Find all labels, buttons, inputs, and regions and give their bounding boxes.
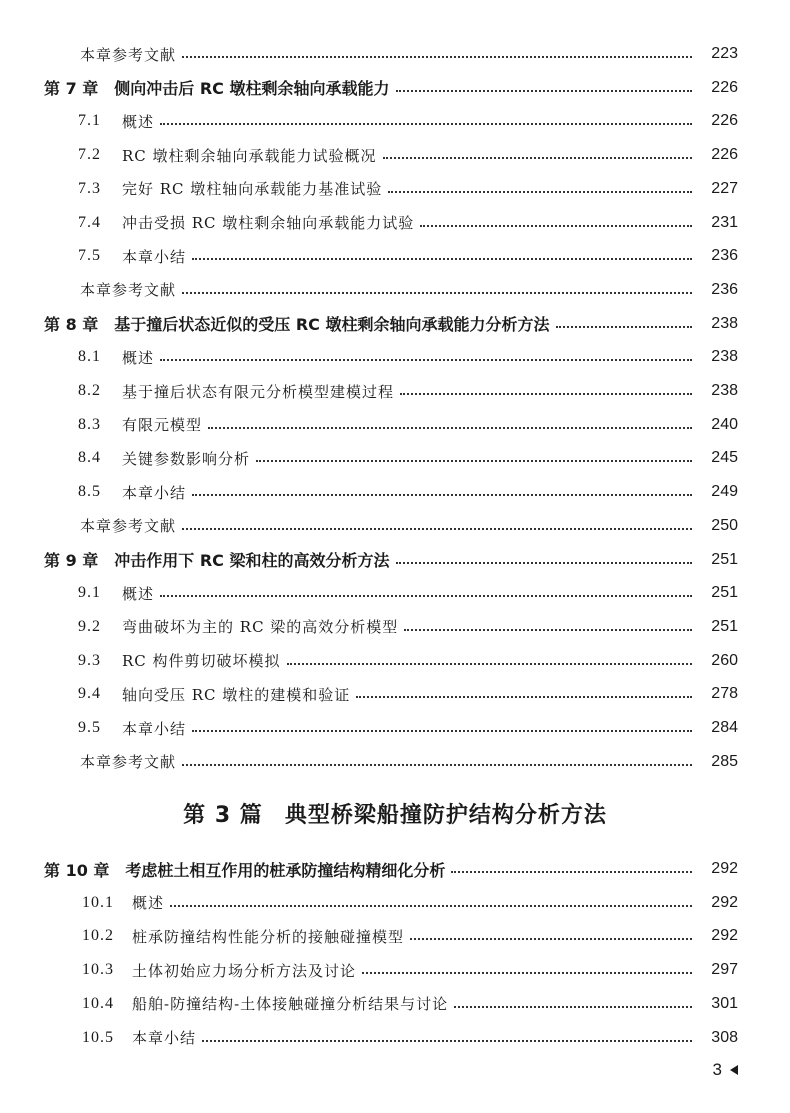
toc-entry-text (0, 1027, 196, 1048)
toc-entry-section[interactable] (0, 1025, 790, 1051)
toc-entry-number: 10.2 (82, 927, 114, 945)
toc-entry-section[interactable] (0, 890, 790, 916)
toc-entry-page: 236 (711, 247, 738, 265)
toc-entry-section[interactable] (0, 210, 790, 236)
page-number: 3 (712, 1060, 722, 1079)
toc-entry-text (0, 279, 176, 300)
dot-leader (182, 292, 692, 294)
dot-leader (396, 562, 693, 564)
toc-entry-number: 7.2 (78, 146, 101, 164)
toc-entry-title: 本章小结 (122, 483, 187, 502)
toc-entry-title: 桩承防撞结构性能分析的接触碰撞模型 (132, 927, 405, 946)
part-number: 第 3 篇 (183, 803, 263, 828)
toc-entry-text (0, 178, 382, 199)
toc-entry-chapter[interactable] (0, 856, 790, 882)
toc-entry-text (0, 684, 350, 705)
dot-leader (451, 871, 692, 873)
toc-entry-text (0, 381, 394, 402)
toc-entry-section[interactable] (0, 445, 790, 471)
toc-entry-number: 9.3 (78, 651, 101, 669)
toc-entry-section[interactable] (0, 108, 790, 134)
toc-entry-section[interactable] (0, 344, 790, 370)
toc-entry-page: 238 (711, 382, 738, 399)
dot-leader (160, 359, 692, 361)
toc-entry-section[interactable] (0, 412, 790, 438)
toc-entry-number: 8.4 (78, 449, 101, 467)
dot-leader (170, 905, 692, 907)
toc-entry-references[interactable] (0, 41, 790, 67)
toc-entry-number: 第 8 章 (44, 315, 99, 335)
toc-entry-number: 7.1 (78, 112, 101, 130)
toc-entry-text (0, 76, 390, 99)
toc-entry-section[interactable] (0, 378, 790, 404)
toc-entry-section[interactable] (0, 681, 790, 707)
toc-entry-number: 9.5 (78, 719, 101, 736)
toc-entry-page: 250 (711, 516, 738, 534)
toc-entry-number: 7.3 (78, 179, 101, 197)
toc-entry-title: RC 墩柱剩余轴向承载能力试验概况 (122, 146, 377, 165)
toc-entry-title: 冲击受损 RC 墩柱剩余轴向承载能力试验 (122, 214, 415, 232)
toc-entry-text (0, 892, 164, 913)
toc-entry-number: 10.1 (82, 893, 114, 911)
toc-entry-number: 9.2 (78, 617, 101, 635)
toc-entry-title: 本章小结 (132, 1029, 197, 1047)
toc-entry-section[interactable] (0, 957, 790, 983)
toc-entry-text (0, 548, 390, 571)
toc-entry-text (0, 347, 154, 368)
toc-entry-title: 概述 (122, 348, 155, 367)
toc-entry-page: 245 (711, 449, 738, 467)
toc-entry-title: 基于撞后状态近似的受压 RC 墩柱剩余轴向承载能力分析方法 (114, 315, 550, 335)
dot-leader (410, 938, 692, 940)
toc-entry-text (0, 414, 202, 435)
dot-leader (388, 191, 692, 193)
toc-entry-page: 226 (711, 78, 738, 96)
dot-leader (182, 56, 692, 58)
toc-entry-page: 297 (711, 961, 738, 979)
toc-entry-chapter[interactable] (0, 75, 790, 101)
toc-entry-number: 第 10 章 (44, 860, 110, 880)
toc-entry-number: 7.5 (78, 247, 101, 265)
toc-entry-section[interactable] (0, 614, 790, 640)
dot-leader (383, 157, 692, 159)
toc-entry-text (0, 111, 154, 132)
toc-entry-title: 概述 (122, 112, 155, 131)
toc-entry-title: 本章参考文献 (80, 45, 177, 64)
toc-entry-number: 10.4 (82, 994, 114, 1012)
toc-entry-title: 土体初始应力场分析方法及讨论 (132, 961, 357, 980)
toc-entry-title: 冲击作用下 RC 梁和柱的高效分析方法 (114, 551, 390, 570)
dot-leader (192, 494, 692, 496)
dot-leader (256, 460, 692, 462)
toc-entry-title: 关键参数影响分析 (122, 449, 251, 468)
toc-entry-text (0, 926, 404, 947)
toc-entry-page: 285 (711, 752, 738, 770)
toc-entry-title: 基于撞后状态有限元分析模型建模过程 (122, 382, 395, 401)
dot-leader (208, 427, 692, 429)
dot-leader (420, 225, 692, 227)
dot-leader (160, 595, 692, 597)
toc-entry-title: 轴向受压 RC 墩柱的建模和验证 (122, 685, 351, 704)
toc-entry-title: 本章小结 (122, 719, 187, 738)
dot-leader (182, 764, 692, 766)
toc-entry-title: 本章参考文献 (80, 753, 177, 772)
toc-entry-section[interactable] (0, 715, 790, 741)
toc-entry-page: 284 (711, 719, 738, 736)
toc-entry-number: 7.4 (78, 213, 101, 231)
toc-entry-number: 10.3 (82, 961, 114, 979)
toc-entry-text (0, 993, 448, 1014)
dot-leader (192, 730, 692, 732)
toc-entry-page: 260 (711, 651, 738, 669)
toc-entry-page: 251 (711, 617, 738, 635)
toc-entry-chapter[interactable] (0, 311, 790, 337)
toc-entry-page: 301 (711, 994, 738, 1012)
toc-entry-page: 238 (711, 348, 738, 366)
toc-entry-number: 10.5 (82, 1028, 114, 1046)
toc-entry-text (0, 145, 377, 166)
toc-entry-section[interactable] (0, 991, 790, 1017)
part-heading (0, 798, 790, 834)
toc-entry-title: 船舶-防撞结构-土体接触碰撞分析结果与讨论 (132, 995, 449, 1014)
toc-entry-section[interactable] (0, 142, 790, 168)
toc-entry-text (0, 751, 176, 772)
toc-entry-page: 226 (711, 146, 738, 164)
toc-entry-title: 概述 (122, 584, 155, 603)
toc-entry-text (0, 312, 550, 335)
toc-entry-page: 227 (711, 179, 738, 197)
toc-entry-page: 226 (711, 112, 738, 130)
dot-leader (160, 123, 692, 125)
toc-entry-page: 238 (711, 314, 738, 332)
toc-entry-text (0, 212, 414, 233)
toc-entry-page: 251 (711, 550, 738, 568)
toc-entry-page: 240 (711, 415, 738, 433)
toc-entry-page: 308 (711, 1028, 738, 1046)
toc-entry-title: 本章小结 (122, 247, 187, 266)
toc-entry-page: 251 (711, 584, 738, 602)
dot-leader (192, 258, 692, 260)
toc-entry-page: 223 (711, 45, 738, 62)
toc-entry-page: 231 (711, 213, 738, 231)
toc-entry-section[interactable] (0, 923, 790, 949)
toc-entry-text (0, 583, 154, 604)
toc-entry-references[interactable] (0, 749, 790, 775)
dot-leader (287, 663, 692, 665)
toc-entry-text (0, 858, 445, 881)
toc-entry-page: 236 (711, 280, 738, 298)
toc-entry-page: 292 (711, 860, 738, 877)
triangle-left-icon (730, 1065, 738, 1075)
toc-entry-title: 概述 (132, 894, 165, 913)
toc-entry-number: 第 9 章 (44, 551, 99, 570)
toc-entry-title: 弯曲破坏为主的 RC 梁的高效分析模型 (122, 618, 399, 637)
toc-entry-text (0, 960, 356, 981)
dot-leader (396, 90, 693, 92)
toc-entry-text (0, 650, 281, 671)
dot-leader (404, 629, 692, 631)
toc-entry-page: 292 (711, 927, 738, 945)
part-title: 典型桥梁船撞防护结构分析方法 (284, 803, 607, 828)
toc-entry-text (0, 515, 176, 536)
toc-entry-title: 考虑桩土相互作用的桩承防撞结构精细化分析 (125, 860, 446, 880)
toc-entry-section[interactable] (0, 479, 790, 505)
toc-entry-references[interactable] (0, 277, 790, 303)
toc-entry-text (0, 246, 186, 267)
toc-entry-chapter[interactable] (0, 547, 790, 573)
toc-entry-number: 8.3 (78, 415, 101, 433)
toc-entry-page: 278 (711, 685, 738, 703)
toc-entry-section[interactable] (0, 176, 790, 202)
dot-leader (400, 393, 692, 395)
page-footer (713, 1060, 738, 1080)
toc-entry-title: 完好 RC 墩柱轴向承载能力基准试验 (122, 180, 383, 199)
toc-entry-title: RC 构件剪切破坏模拟 (122, 652, 281, 671)
dot-leader (202, 1040, 692, 1042)
toc-entry-text (0, 718, 186, 739)
toc-entry-number: 8.5 (78, 483, 101, 501)
dot-leader (362, 972, 692, 974)
toc-entry-number: 第 7 章 (44, 79, 99, 99)
toc-entry-references[interactable] (0, 513, 790, 539)
dot-leader (356, 696, 692, 698)
toc-entry-number: 8.1 (78, 348, 101, 366)
toc-entry-title: 侧向冲击后 RC 墩柱剩余轴向承载能力 (114, 79, 390, 99)
toc-entry-number: 9.1 (78, 584, 101, 602)
dot-leader (454, 1006, 692, 1008)
toc-entry-page: 292 (711, 893, 738, 911)
toc-entry-page: 249 (711, 483, 738, 501)
toc-entry-title: 本章参考文献 (80, 517, 177, 536)
toc-entry-text (0, 448, 250, 469)
toc-entry-section[interactable] (0, 243, 790, 269)
toc-entry-title: 本章参考文献 (80, 281, 177, 300)
toc-entry-section[interactable] (0, 648, 790, 674)
toc-entry-number: 9.4 (78, 685, 101, 703)
dot-leader (182, 528, 692, 530)
toc-entry-title: 有限元模型 (122, 416, 203, 435)
toc-entry-text (0, 44, 176, 65)
toc-entry-text (0, 482, 186, 503)
toc-entry-number: 8.2 (78, 382, 101, 399)
toc-entry-text (0, 616, 398, 637)
dot-leader (556, 326, 693, 328)
toc-entry-section[interactable] (0, 580, 790, 606)
